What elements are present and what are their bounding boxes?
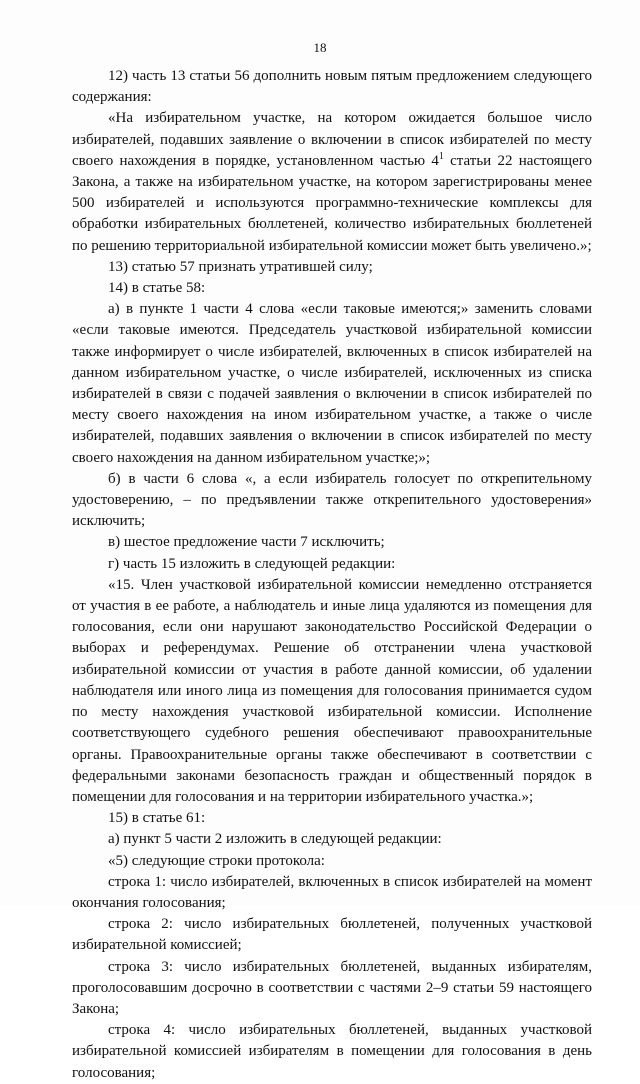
article-part-number: 4 [431,152,439,169]
paragraph-quote-5: «5) следующие строки протокола: [108,852,325,869]
paragraph-line-1: строка 1: число избирателей, включенных в список избирателей на момент окончания голосования; [72,873,592,911]
paragraph-quote-15: «15. Член участковой избирательной комиссии немедленно отстраняется от участия в ее работе, а наблюдатель и иные лица удаляются из помещения для голосования, если они нарушают законодательство Российской Федерации о выборах и референдумах. Решение об отстранении члена участковой избирательной комиссии от участия в работе данной комиссии, об удалении наблюдателя или иного лица из помещения для голосования принимается судом по месту нахождения участковой избирательной комиссии. Исполнение соответствующего судебного решения обеспечивают правоохранительные органы. Правоохранительные органы также обеспечивают в соответствии с федеральными законами безопасность граждан и общественный порядок в помещении для голосования и на территории избирательного участка.»; [72,576,592,805]
paragraph-item-14: 14) в статье 58: [108,280,206,297]
paragraph-item-12: 12) часть 13 статьи 56 дополнить новым пятым предложением следующего содержания: [72,68,592,106]
paragraph-14a: а) в пункте 1 части 4 слова «если таковые имеются;» заменить словами «если таковые имеются. Председатель участковой избирательной комиссии также информирует о числе избирателей, включенных в список избирателей на данном избирательном участке, о числе избирателей, исключенных из списка избирателей в связи с подачей заявления о включении в список избирателей по месту своего нахождения на ином избирательном участке, а также о числе избирателей, подавших заявления о включении в список избирателей по месту своего нахождения на данном избирательном участке;»; [72,301,592,466]
paragraph-14g: г) часть 15 изложить в следующей редакции: [108,555,396,572]
document-body [72,66,592,1084]
page-number: 18 [313,40,327,55]
paragraph-item-13: 13) статью 57 признать утратившей силу; [108,258,373,275]
quote-text-end: статьи 22 настоящего Закона, а также на избирательном участке, на котором зарегистрированы менее 500 избирателей и используются программно-технические комплексы для обработки избирательных бюллетеней, количество избирательных бюллетеней по решению территориальной избирательной комиссии может быть увеличено.»; [72,152,593,254]
paragraph-item-15: 15) в статье 61: [108,810,206,827]
superscript-index: 1 [438,150,444,162]
paragraph-14b: б) в части 6 слова «, а если избиратель голосует по открепительному удостоверению, – по предъявлении также открепительного удостоверения» исключить; [72,470,592,530]
paragraph-15a: а) пункт 5 части 2 изложить в следующей редакции: [108,831,442,848]
paragraph-14v: в) шестое предложение части 7 исключить; [108,534,385,551]
quote-text-start: «На избирательном участке, на котором ожидается большое число избирателей, подавших заявление о включении в список избирателей по месту своего нахождения в порядке, установленном частью [72,110,592,169]
paragraph-line-3: строка 3: число избирательных бюллетеней, выданных избирателям, проголосовавшим досрочно в соответствии с частями 2–9 статьи 59 настоящего Закона; [72,958,592,1017]
paragraph-line-4: строка 4: число избирательных бюллетеней, выданных участковой избирательной комиссией избирателям в помещении для голосования в день голосования; [72,1022,592,1081]
paragraph-quote-56 [72,108,592,256]
paragraph-line-2: строка 2: число избирательных бюллетеней, полученных участковой избирательной комиссией; [72,916,592,954]
